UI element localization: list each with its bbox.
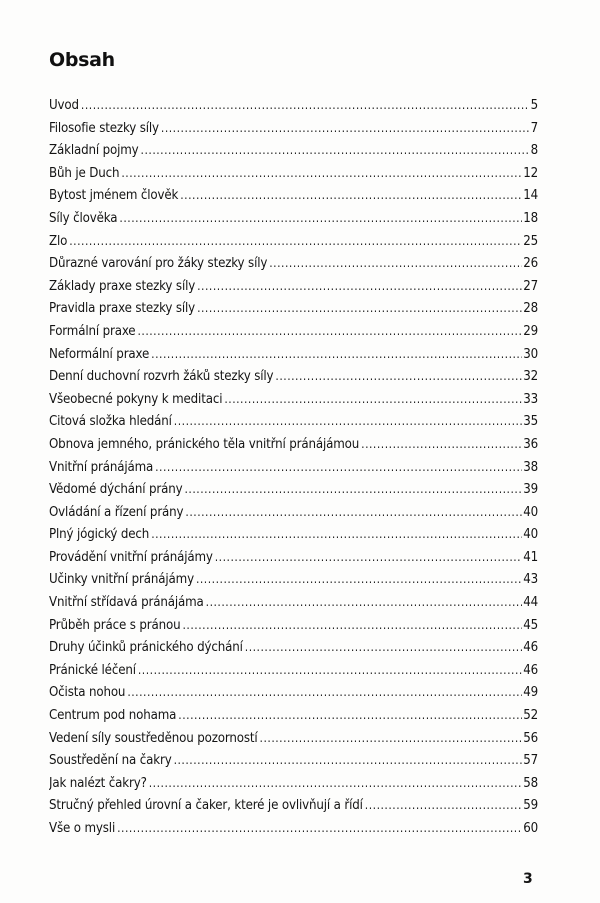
toc-entry-title: Všeobecné pokyny k meditaci <box>49 391 223 407</box>
toc-dot-leader <box>197 301 522 315</box>
toc-entry[interactable] <box>49 256 538 279</box>
toc-entry[interactable] <box>49 663 538 686</box>
toc-entry[interactable] <box>49 347 538 370</box>
toc-entry-title: Vše o mysli <box>49 821 116 836</box>
toc-entry-page: 33 <box>523 391 538 407</box>
toc-entry-page: 8 <box>530 143 538 159</box>
toc-entry-title: Účinky vnitřní pránájámy <box>49 572 194 588</box>
toc-dot-leader <box>174 753 523 767</box>
toc-entry-title: Základy praxe stezky síly <box>49 278 196 294</box>
toc-entry[interactable] <box>49 414 538 437</box>
toc-entry[interactable] <box>49 369 538 392</box>
toc-dot-leader <box>178 708 522 722</box>
toc-entry[interactable] <box>49 798 538 821</box>
toc-dot-leader <box>260 731 523 745</box>
toc-entry[interactable] <box>49 527 538 550</box>
toc-entry-title: Jak nalézt čakry? <box>49 775 147 791</box>
toc-entry-page: 46 <box>523 640 538 656</box>
toc-entry-title: Zlo <box>49 233 68 249</box>
toc-entry[interactable] <box>49 188 538 211</box>
toc-entry[interactable] <box>49 482 538 505</box>
toc-entry-title: Formální praxe <box>49 323 136 339</box>
toc-entry-title: Ovládání a řízení prány <box>49 504 184 520</box>
toc-entry-page: 26 <box>523 256 538 272</box>
toc-entry-title: Bytost jménem člověk <box>49 188 179 204</box>
toc-entry[interactable] <box>49 324 538 347</box>
toc-entry[interactable] <box>49 640 538 663</box>
toc-entry[interactable] <box>49 572 538 595</box>
toc-entry-page: 40 <box>523 504 538 520</box>
toc-entry-title: Úvod <box>49 98 79 113</box>
toc-dot-leader <box>361 437 522 451</box>
toc-entry-title: Plný jógický dech <box>49 527 150 543</box>
toc-entry-title: Stručný přehled úrovní a čaker, které je ovlivňují a řídí <box>49 798 363 814</box>
toc-entry-title: Pránické léčení <box>49 662 136 678</box>
toc-entry-page: 41 <box>523 549 538 565</box>
table-of-contents <box>49 98 538 844</box>
toc-entry[interactable] <box>49 753 538 776</box>
toc-dot-leader <box>184 482 522 496</box>
toc-entry[interactable] <box>49 211 538 234</box>
toc-entry-title: Obnova jemného, pránického těla vnitřní pránájámou <box>49 436 360 452</box>
toc-entry[interactable] <box>49 98 538 121</box>
toc-entry[interactable] <box>49 776 538 799</box>
toc-entry-page: 45 <box>523 617 538 633</box>
toc-entry-page: 25 <box>523 233 538 249</box>
toc-entry[interactable] <box>49 618 538 641</box>
toc-entry-page: 49 <box>523 685 538 701</box>
toc-entry-title: Síly člověka <box>49 210 118 226</box>
toc-entry-page: 44 <box>523 595 538 611</box>
toc-entry[interactable] <box>49 685 538 708</box>
toc-dot-leader <box>224 392 522 406</box>
toc-entry-title: Vnitřní pránájáma <box>49 459 154 475</box>
toc-dot-leader <box>245 640 522 654</box>
toc-dot-leader <box>81 98 529 112</box>
toc-dot-leader <box>137 324 522 338</box>
toc-dot-leader <box>151 527 522 541</box>
toc-entry-title: Provádění vnitřní pránájámy <box>49 549 213 565</box>
toc-entry-title: Denní duchovní rozvrh žáků stezky síly <box>49 369 274 385</box>
toc-entry-title: Filosofie stezky síly <box>49 120 159 136</box>
toc-entry-title: Pravidla praxe stezky síly <box>49 301 196 317</box>
toc-entry-title: Průběh práce s pránou <box>49 617 181 633</box>
toc-entry[interactable] <box>49 550 538 573</box>
toc-entry-page: 18 <box>523 210 538 226</box>
toc-dot-leader <box>141 143 529 157</box>
toc-dot-leader <box>117 821 522 835</box>
toc-entry-page: 58 <box>523 775 538 791</box>
toc-entry-title: Citová složka hledání <box>49 414 172 430</box>
toc-dot-leader <box>155 460 522 474</box>
toc-entry-page: 32 <box>523 369 538 385</box>
toc-entry[interactable] <box>49 143 538 166</box>
toc-dot-leader <box>365 798 522 812</box>
toc-entry-page: 12 <box>523 165 538 181</box>
toc-entry[interactable] <box>49 437 538 460</box>
toc-dot-leader <box>119 211 522 225</box>
toc-dot-leader <box>149 776 522 790</box>
toc-dot-leader <box>127 685 522 699</box>
toc-entry-page: 60 <box>523 821 538 836</box>
toc-entry-title: Vedení síly soustředěnou pozorností <box>49 730 258 746</box>
toc-dot-leader <box>151 347 522 361</box>
toc-entry-title: Bůh je Duch <box>49 165 120 181</box>
toc-entry[interactable] <box>49 595 538 618</box>
toc-entry[interactable] <box>49 392 538 415</box>
toc-entry[interactable] <box>49 234 538 257</box>
toc-entry-title: Neformální praxe <box>49 346 150 362</box>
toc-entry-page: 56 <box>523 730 538 746</box>
toc-entry-page: 40 <box>523 527 538 543</box>
toc-entry-page: 5 <box>530 98 538 113</box>
toc-dot-leader <box>215 550 522 564</box>
toc-entry[interactable] <box>49 279 538 302</box>
toc-entry-page: 14 <box>523 188 538 204</box>
toc-entry[interactable] <box>49 708 538 731</box>
toc-entry-page: 57 <box>523 753 538 769</box>
toc-entry-page: 43 <box>523 572 538 588</box>
toc-dot-leader <box>69 234 522 248</box>
toc-entry-page: 29 <box>523 323 538 339</box>
toc-dot-leader <box>138 663 522 677</box>
toc-entry-title: Základní pojmy <box>49 143 139 159</box>
toc-entry-page: 35 <box>523 414 538 430</box>
toc-entry[interactable] <box>49 460 538 483</box>
toc-entry-page: 30 <box>523 346 538 362</box>
toc-dot-leader <box>121 166 522 180</box>
toc-dot-leader <box>183 618 523 632</box>
toc-heading: Obsah <box>49 49 115 71</box>
toc-entry-title: Očista nohou <box>49 685 126 701</box>
toc-dot-leader <box>206 595 523 609</box>
toc-dot-leader <box>185 505 522 519</box>
toc-entry-title: Soustředění na čakry <box>49 753 172 769</box>
toc-dot-leader <box>196 572 522 586</box>
toc-dot-leader <box>275 369 522 383</box>
toc-entry-page: 27 <box>523 278 538 294</box>
toc-dot-leader <box>161 121 529 135</box>
toc-entry-title: Vědomé dýchání prány <box>49 482 183 498</box>
toc-entry-title: Vnitřní střídavá pránájáma <box>49 595 204 611</box>
page-number: 3 <box>523 871 533 887</box>
toc-entry-page: 36 <box>523 436 538 452</box>
toc-dot-leader <box>174 414 522 428</box>
toc-entry[interactable] <box>49 821 538 844</box>
toc-entry-page: 59 <box>523 798 538 814</box>
toc-entry-title: Centrum pod nohama <box>49 708 177 724</box>
toc-entry-page: 52 <box>523 708 538 724</box>
toc-entry[interactable] <box>49 505 538 528</box>
toc-entry-page: 7 <box>530 120 538 136</box>
toc-entry-page: 28 <box>523 301 538 317</box>
toc-dot-leader <box>197 279 522 293</box>
toc-entry-page: 46 <box>523 662 538 678</box>
toc-entry[interactable] <box>49 731 538 754</box>
toc-dot-leader <box>180 188 522 202</box>
toc-entry-page: 38 <box>523 459 538 475</box>
toc-entry[interactable] <box>49 301 538 324</box>
toc-dot-leader <box>269 256 522 270</box>
toc-entry-title: Důrazné varování pro žáky stezky síly <box>49 256 268 272</box>
toc-entry-page: 39 <box>523 482 538 498</box>
toc-entry[interactable] <box>49 121 538 144</box>
toc-entry[interactable] <box>49 166 538 189</box>
toc-entry-title: Druhy účinků pránického dýchání <box>49 640 243 656</box>
